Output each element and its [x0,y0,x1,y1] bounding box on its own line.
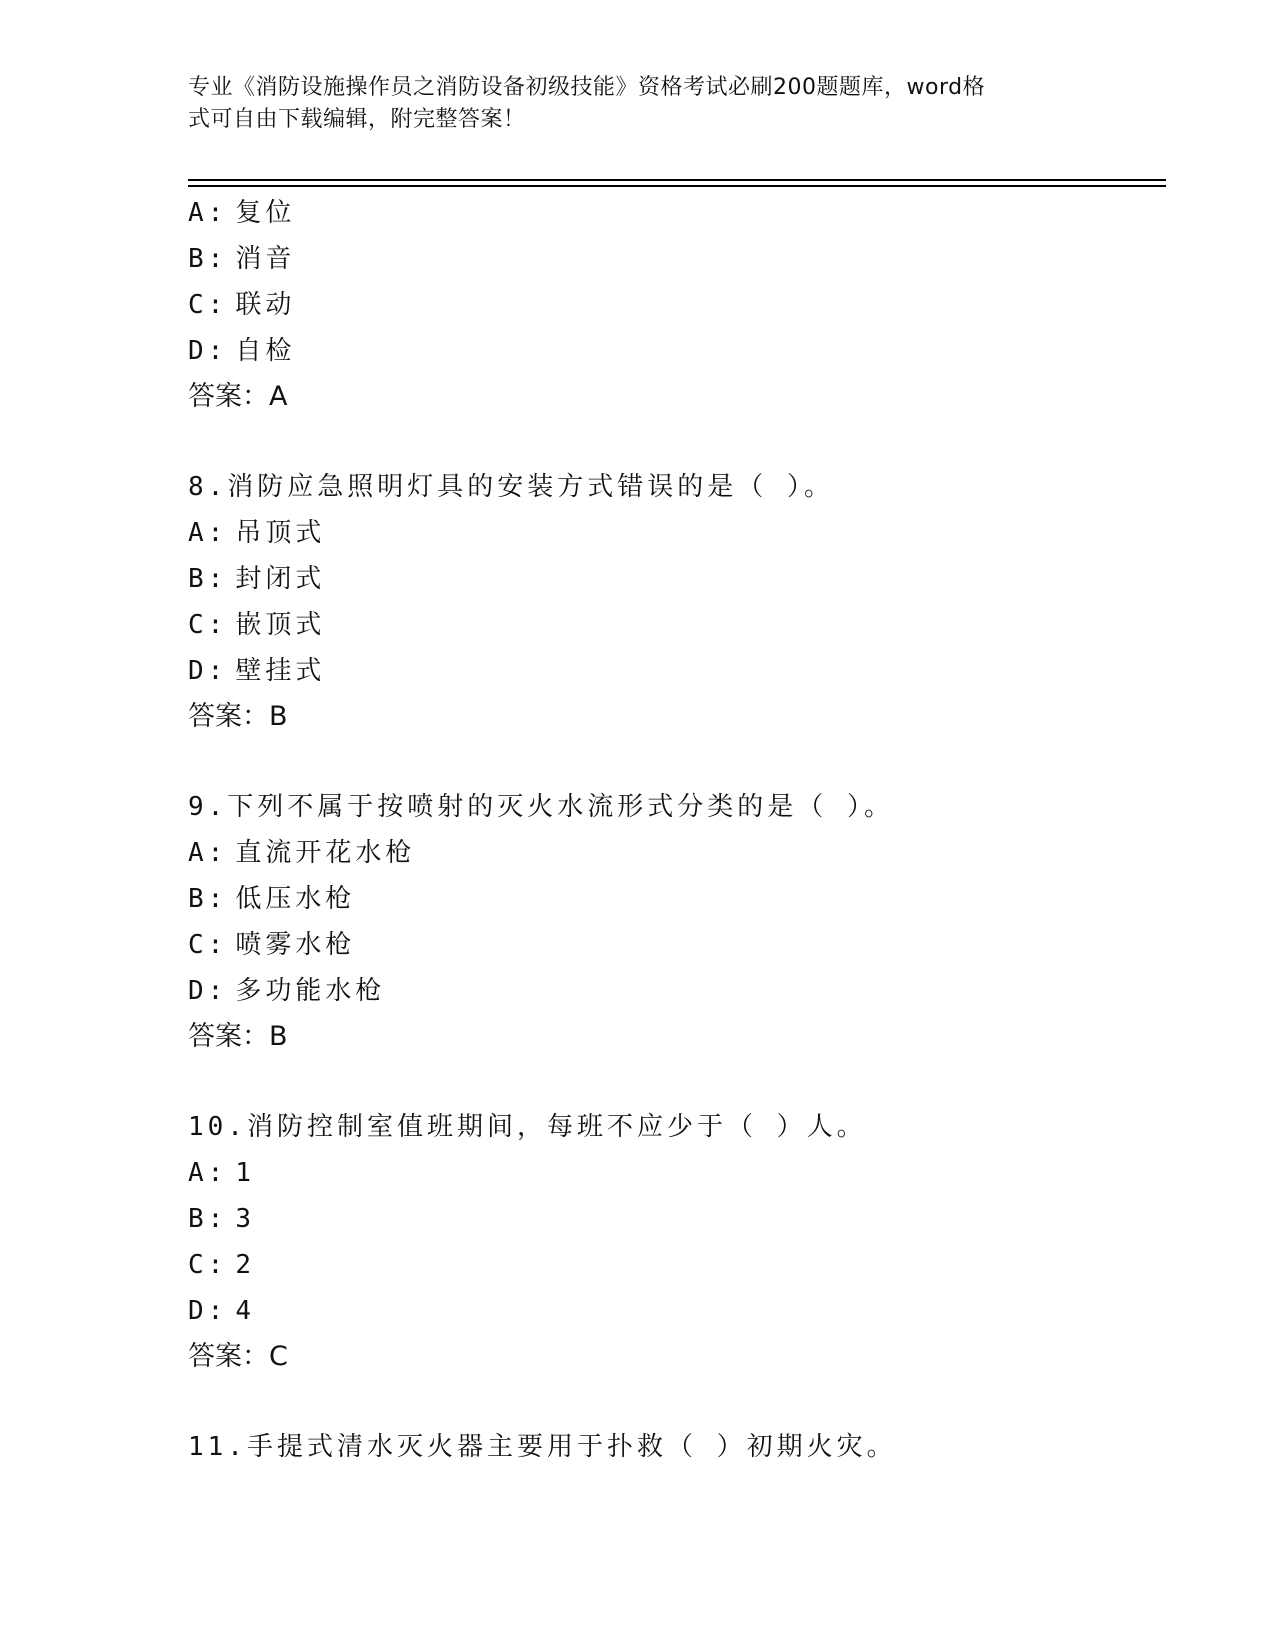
option-text: 复位 [235,198,296,228]
option-d: D: 多功能水枪 [188,976,386,1006]
option-b: B: 低压水枪 [188,884,356,914]
option-c: C: 嵌顶式 [188,610,326,640]
answer-line [188,1014,1166,1060]
header-divider-top [188,179,1166,181]
option-b: B: 消音 [188,244,296,274]
option-text: 2 [235,1250,255,1280]
option-a: A: 吊顶式 [188,518,326,548]
option-c: C: 喷雾水枪 [188,930,356,960]
option-c: C: 联动 [188,290,296,320]
option-a: A: 1 [188,1158,255,1188]
question-title: 9.下列不属于按喷射的灭火水流形式分类的是（ ）。 [188,792,894,822]
question-10 [188,1104,1166,1380]
header-line-2: 式可自由下载编辑，附完整答案！ [188,107,526,132]
answer-label: 答案： [188,381,269,412]
question-9 [188,784,1166,1060]
question-title: 11.手提式清水灭火器主要用于扑救（ ）初期火灾。 [188,1432,897,1462]
option-text: 3 [235,1204,255,1234]
header-divider-bottom [188,185,1166,187]
question-title: 10.消防控制室值班期间，每班不应少于（ ）人。 [188,1112,867,1142]
question-7-continued [188,190,1166,420]
option-text: 自检 [235,336,296,366]
question-11 [188,1424,1166,1470]
option-d: D: 壁挂式 [188,656,326,686]
option-b: B: 封闭式 [188,564,326,594]
option-text: 联动 [235,290,296,320]
option-c: C: 2 [188,1250,255,1280]
answer-label: 答案： [188,1341,269,1372]
answer-line [188,374,1166,420]
answer-label: 答案： [188,1021,269,1052]
answer-line [188,1334,1166,1380]
option-text: 低压水枪 [235,884,356,914]
option-text: 直流开花水枪 [235,838,416,868]
option-d: D: 自检 [188,336,296,366]
option-text: 多功能水枪 [235,976,386,1006]
answer-value: B [269,701,288,732]
option-a: A: 复位 [188,198,296,228]
option-text: 1 [235,1158,255,1188]
header-line-1: 专业《消防设施操作员之消防设备初级技能》资格考试必刷200题题库，word格 [188,75,986,100]
option-text: 4 [235,1296,255,1326]
answer-line [188,694,1166,740]
option-text: 吊顶式 [235,518,326,548]
question-list [188,190,1166,1470]
option-text: 消音 [235,244,296,274]
answer-value: B [269,1021,288,1052]
option-text: 封闭式 [235,564,326,594]
question-8 [188,464,1166,740]
answer-value: C [269,1341,288,1372]
option-a: A: 直流开花水枪 [188,838,416,868]
option-text: 嵌顶式 [235,610,326,640]
option-d: D: 4 [188,1296,255,1326]
question-title: 8.消防应急照明灯具的安装方式错误的是（ ）。 [188,472,834,502]
answer-value: A [269,381,288,412]
answer-label: 答案： [188,701,269,732]
option-b: B: 3 [188,1204,255,1234]
option-text: 壁挂式 [235,656,326,686]
option-text: 喷雾水枪 [235,930,356,960]
document-header [188,72,1068,136]
